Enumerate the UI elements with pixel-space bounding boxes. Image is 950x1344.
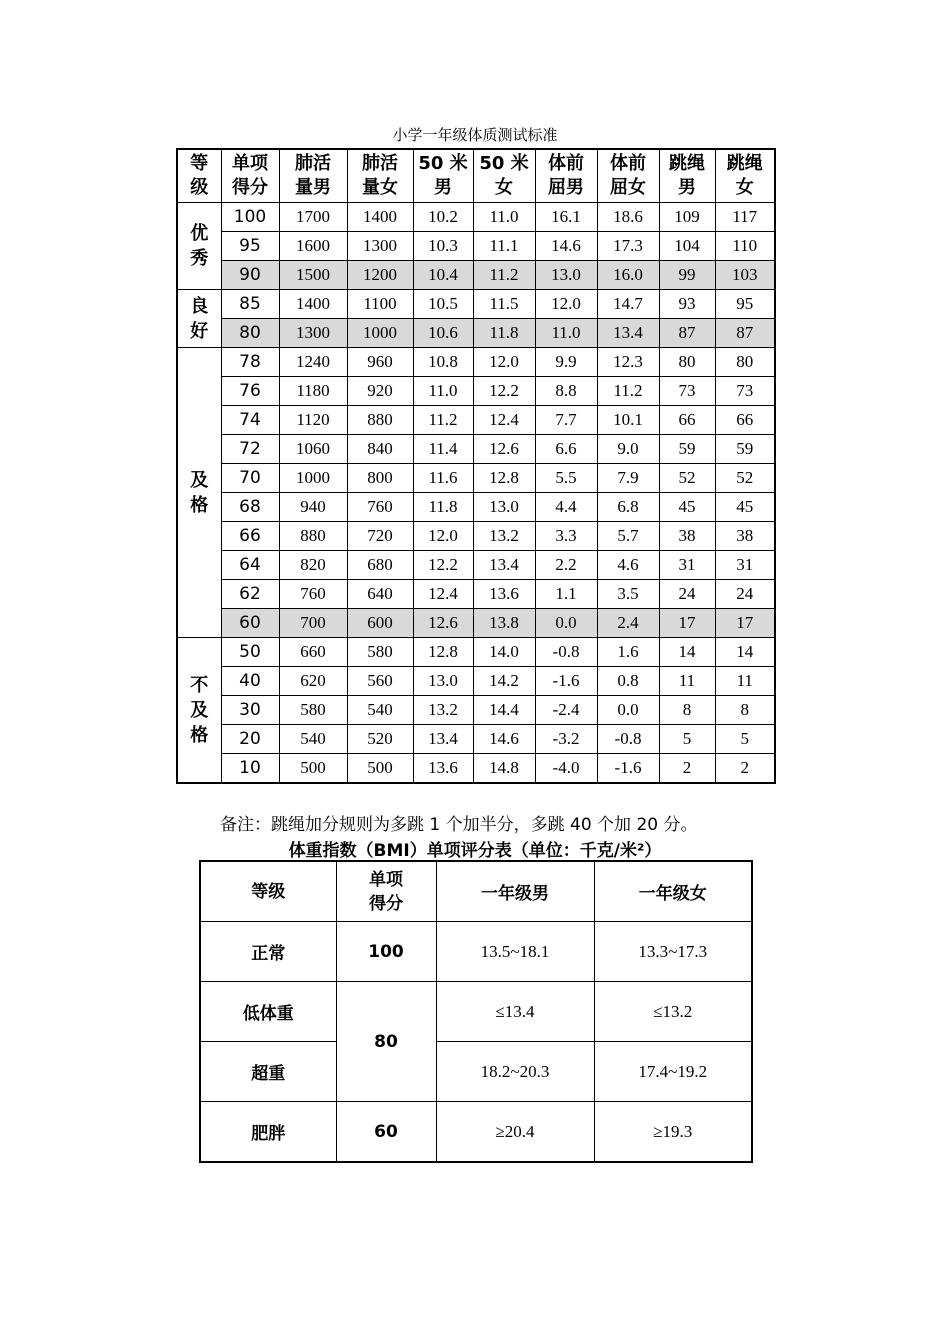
value-cell: 10.1	[597, 406, 659, 435]
value-cell: 1.6	[597, 638, 659, 667]
value-cell: 760	[279, 580, 347, 609]
bmi-header-female: 一年级女	[594, 861, 752, 922]
value-cell: 10.4	[413, 261, 473, 290]
table-row	[177, 667, 775, 696]
value-cell: 73	[659, 377, 715, 406]
value-cell: 2.2	[535, 551, 597, 580]
value-cell: 7.9	[597, 464, 659, 493]
value-cell: 14.8	[473, 754, 535, 784]
value-cell: 840	[347, 435, 413, 464]
score-cell: 85	[221, 290, 279, 319]
value-cell: 66	[659, 406, 715, 435]
value-cell: 11.0	[535, 319, 597, 348]
value-cell: 13.2	[473, 522, 535, 551]
value-cell: 13.6	[473, 580, 535, 609]
bmi-male-value: ≥20.4	[436, 1102, 594, 1163]
value-cell: 24	[715, 580, 775, 609]
score-cell: 100	[221, 203, 279, 232]
bmi-row-normal	[200, 922, 752, 982]
score-cell: 76	[221, 377, 279, 406]
table-row	[177, 754, 775, 784]
bmi-grade: 低体重	[200, 982, 336, 1042]
value-cell: 880	[347, 406, 413, 435]
value-cell: 540	[279, 725, 347, 754]
fitness-standard-table	[176, 148, 776, 784]
value-cell: 760	[347, 493, 413, 522]
value-cell: 4.6	[597, 551, 659, 580]
value-cell: -0.8	[535, 638, 597, 667]
bmi-female-value: 17.4~19.2	[594, 1042, 752, 1102]
value-cell: 73	[715, 377, 775, 406]
value-cell: 12.4	[413, 580, 473, 609]
value-cell: 12.4	[473, 406, 535, 435]
value-cell: -1.6	[535, 667, 597, 696]
value-cell: 680	[347, 551, 413, 580]
value-cell: 11.1	[473, 232, 535, 261]
bmi-row-overweight	[200, 1042, 752, 1102]
bmi-header-row	[200, 861, 752, 922]
value-cell: 3.5	[597, 580, 659, 609]
value-cell: 17	[659, 609, 715, 638]
value-cell: 16.0	[597, 261, 659, 290]
value-cell: 13.6	[413, 754, 473, 784]
value-cell: 11.4	[413, 435, 473, 464]
value-cell: 13.4	[413, 725, 473, 754]
value-cell: 11.5	[473, 290, 535, 319]
score-cell: 60	[221, 609, 279, 638]
value-cell: 820	[279, 551, 347, 580]
value-cell: 0.0	[597, 696, 659, 725]
value-cell: 1300	[347, 232, 413, 261]
score-cell: 30	[221, 696, 279, 725]
value-cell: 12.2	[473, 377, 535, 406]
value-cell: 18.6	[597, 203, 659, 232]
value-cell: 17	[715, 609, 775, 638]
value-cell: 1240	[279, 348, 347, 377]
value-cell: 14.4	[473, 696, 535, 725]
value-cell: 8	[659, 696, 715, 725]
table-row	[177, 696, 775, 725]
value-cell: 920	[347, 377, 413, 406]
value-cell: 13.0	[535, 261, 597, 290]
value-cell: 2	[659, 754, 715, 784]
value-cell: 11.2	[413, 406, 473, 435]
score-cell: 64	[221, 551, 279, 580]
value-cell: 960	[347, 348, 413, 377]
table-row	[177, 261, 775, 290]
value-cell: 6.8	[597, 493, 659, 522]
value-cell: 13.4	[597, 319, 659, 348]
value-cell: 1000	[279, 464, 347, 493]
value-cell: 66	[715, 406, 775, 435]
value-cell: 580	[279, 696, 347, 725]
score-cell: 78	[221, 348, 279, 377]
table-row	[177, 290, 775, 319]
bmi-row-obese	[200, 1102, 752, 1163]
value-cell: 5.7	[597, 522, 659, 551]
value-cell: 2.4	[597, 609, 659, 638]
value-cell: 13.4	[473, 551, 535, 580]
bmi-female-value: ≥19.3	[594, 1102, 752, 1163]
value-cell: 14.2	[473, 667, 535, 696]
value-cell: -1.6	[597, 754, 659, 784]
bmi-male-value: 18.2~20.3	[436, 1042, 594, 1102]
value-cell: 87	[715, 319, 775, 348]
table-row	[177, 348, 775, 377]
bmi-grade: 肥胖	[200, 1102, 336, 1163]
value-cell: 0.8	[597, 667, 659, 696]
value-cell: 14.0	[473, 638, 535, 667]
value-cell: 117	[715, 203, 775, 232]
value-cell: 10.5	[413, 290, 473, 319]
score-cell: 50	[221, 638, 279, 667]
value-cell: 16.1	[535, 203, 597, 232]
value-cell: 11.8	[473, 319, 535, 348]
column-header: 等 级	[177, 149, 221, 203]
value-cell: 0.0	[535, 609, 597, 638]
value-cell: 38	[715, 522, 775, 551]
grade-label: 优 秀	[177, 203, 221, 290]
value-cell: 93	[659, 290, 715, 319]
table-row	[177, 551, 775, 580]
bmi-male-value: ≤13.4	[436, 982, 594, 1042]
column-header: 50 米 男	[413, 149, 473, 203]
score-cell: 68	[221, 493, 279, 522]
value-cell: 1200	[347, 261, 413, 290]
value-cell: 95	[715, 290, 775, 319]
value-cell: 52	[715, 464, 775, 493]
value-cell: 1100	[347, 290, 413, 319]
table-row	[177, 406, 775, 435]
value-cell: 1.1	[535, 580, 597, 609]
value-cell: 6.6	[535, 435, 597, 464]
value-cell: 24	[659, 580, 715, 609]
value-cell: 59	[659, 435, 715, 464]
value-cell: 14.6	[473, 725, 535, 754]
table-row	[177, 493, 775, 522]
value-cell: 1400	[279, 290, 347, 319]
score-cell: 72	[221, 435, 279, 464]
bmi-row-underweight	[200, 982, 752, 1042]
value-cell: 3.3	[535, 522, 597, 551]
table-row	[177, 522, 775, 551]
value-cell: 5	[659, 725, 715, 754]
score-cell: 66	[221, 522, 279, 551]
value-cell: 7.7	[535, 406, 597, 435]
value-cell: 12.3	[597, 348, 659, 377]
value-cell: 8.8	[535, 377, 597, 406]
value-cell: 12.0	[473, 348, 535, 377]
value-cell: 13.0	[413, 667, 473, 696]
value-cell: 13.2	[413, 696, 473, 725]
value-cell: 103	[715, 261, 775, 290]
grade-label: 不 及 格	[177, 638, 221, 784]
table-row	[177, 232, 775, 261]
value-cell: 10.6	[413, 319, 473, 348]
value-cell: 1120	[279, 406, 347, 435]
value-cell: 5.5	[535, 464, 597, 493]
value-cell: 31	[659, 551, 715, 580]
column-header: 肺活 量女	[347, 149, 413, 203]
value-cell: 38	[659, 522, 715, 551]
value-cell: 1180	[279, 377, 347, 406]
column-header: 跳绳 男	[659, 149, 715, 203]
column-header: 体前 屈女	[597, 149, 659, 203]
table-row	[177, 580, 775, 609]
score-cell: 70	[221, 464, 279, 493]
bmi-score: 100	[336, 922, 436, 982]
value-cell: 1060	[279, 435, 347, 464]
grade-label: 良 好	[177, 290, 221, 348]
value-cell: 80	[659, 348, 715, 377]
note-text: 备注：跳绳加分规则为多跳 1 个加半分，多跳 40 个加 20 分。	[220, 815, 698, 835]
value-cell: 580	[347, 638, 413, 667]
value-cell: 5	[715, 725, 775, 754]
value-cell: 12.0	[535, 290, 597, 319]
bmi-female-value: ≤13.2	[594, 982, 752, 1042]
value-cell: 104	[659, 232, 715, 261]
value-cell: 13.8	[473, 609, 535, 638]
value-cell: -3.2	[535, 725, 597, 754]
score-cell: 95	[221, 232, 279, 261]
table-row	[177, 435, 775, 464]
column-header: 50 米 女	[473, 149, 535, 203]
value-cell: 12.8	[473, 464, 535, 493]
bmi-female-value: 13.3~17.3	[594, 922, 752, 982]
score-cell: 80	[221, 319, 279, 348]
table-row	[177, 725, 775, 754]
bmi-header-grade: 等级	[200, 861, 336, 922]
score-cell: 10	[221, 754, 279, 784]
value-cell: 9.9	[535, 348, 597, 377]
value-cell: -2.4	[535, 696, 597, 725]
bmi-male-value: 13.5~18.1	[436, 922, 594, 982]
value-cell: 11	[659, 667, 715, 696]
value-cell: 880	[279, 522, 347, 551]
value-cell: 59	[715, 435, 775, 464]
score-cell: 74	[221, 406, 279, 435]
value-cell: 12.0	[413, 522, 473, 551]
value-cell: 80	[715, 348, 775, 377]
value-cell: 700	[279, 609, 347, 638]
value-cell: 11.8	[413, 493, 473, 522]
value-cell: 52	[659, 464, 715, 493]
value-cell: 9.0	[597, 435, 659, 464]
value-cell: 11.0	[473, 203, 535, 232]
value-cell: 14	[659, 638, 715, 667]
column-header: 单项 得分	[221, 149, 279, 203]
value-cell: 520	[347, 725, 413, 754]
table-row	[177, 464, 775, 493]
table1-title: 小学一年级体质测试标准	[392, 126, 558, 144]
value-cell: 560	[347, 667, 413, 696]
value-cell: 10.3	[413, 232, 473, 261]
value-cell: 1000	[347, 319, 413, 348]
value-cell: 17.3	[597, 232, 659, 261]
value-cell: 45	[659, 493, 715, 522]
value-cell: 600	[347, 609, 413, 638]
header-row	[177, 149, 775, 203]
value-cell: 1300	[279, 319, 347, 348]
value-cell: 10.2	[413, 203, 473, 232]
bmi-grade: 正常	[200, 922, 336, 982]
value-cell: 31	[715, 551, 775, 580]
score-cell: 62	[221, 580, 279, 609]
value-cell: 1500	[279, 261, 347, 290]
value-cell: 11.2	[473, 261, 535, 290]
value-cell: 2	[715, 754, 775, 784]
value-cell: 11.2	[597, 377, 659, 406]
bmi-score-table	[199, 860, 753, 1163]
value-cell: 11.6	[413, 464, 473, 493]
value-cell: 10.8	[413, 348, 473, 377]
score-cell: 40	[221, 667, 279, 696]
grade-label: 及 格	[177, 348, 221, 638]
table-row	[177, 638, 775, 667]
value-cell: 14	[715, 638, 775, 667]
table-row	[177, 377, 775, 406]
value-cell: 500	[347, 754, 413, 784]
value-cell: 720	[347, 522, 413, 551]
value-cell: 45	[715, 493, 775, 522]
value-cell: 14.6	[535, 232, 597, 261]
value-cell: 99	[659, 261, 715, 290]
value-cell: 12.8	[413, 638, 473, 667]
table2-title: 体重指数（BMI）单项评分表（单位：千克/米²）	[288, 841, 662, 861]
bmi-header-male: 一年级男	[436, 861, 594, 922]
score-cell: 20	[221, 725, 279, 754]
value-cell: 660	[279, 638, 347, 667]
value-cell: 1400	[347, 203, 413, 232]
value-cell: 1600	[279, 232, 347, 261]
column-header: 肺活 量男	[279, 149, 347, 203]
table-row	[177, 319, 775, 348]
value-cell: 540	[347, 696, 413, 725]
value-cell: 500	[279, 754, 347, 784]
table-row	[177, 203, 775, 232]
value-cell: 11	[715, 667, 775, 696]
bmi-grade: 超重	[200, 1042, 336, 1102]
column-header: 跳绳 女	[715, 149, 775, 203]
bmi-score: 80	[336, 982, 436, 1102]
value-cell: -0.8	[597, 725, 659, 754]
value-cell: 14.7	[597, 290, 659, 319]
bmi-score: 60	[336, 1102, 436, 1163]
value-cell: 87	[659, 319, 715, 348]
value-cell: -4.0	[535, 754, 597, 784]
value-cell: 800	[347, 464, 413, 493]
value-cell: 1700	[279, 203, 347, 232]
column-header: 体前 屈男	[535, 149, 597, 203]
bmi-header-score: 单项 得分	[336, 861, 436, 922]
value-cell: 940	[279, 493, 347, 522]
value-cell: 4.4	[535, 493, 597, 522]
value-cell: 109	[659, 203, 715, 232]
table-row	[177, 609, 775, 638]
value-cell: 11.0	[413, 377, 473, 406]
score-cell: 90	[221, 261, 279, 290]
value-cell: 12.2	[413, 551, 473, 580]
value-cell: 12.6	[413, 609, 473, 638]
value-cell: 12.6	[473, 435, 535, 464]
value-cell: 13.0	[473, 493, 535, 522]
value-cell: 110	[715, 232, 775, 261]
value-cell: 640	[347, 580, 413, 609]
value-cell: 620	[279, 667, 347, 696]
value-cell: 8	[715, 696, 775, 725]
